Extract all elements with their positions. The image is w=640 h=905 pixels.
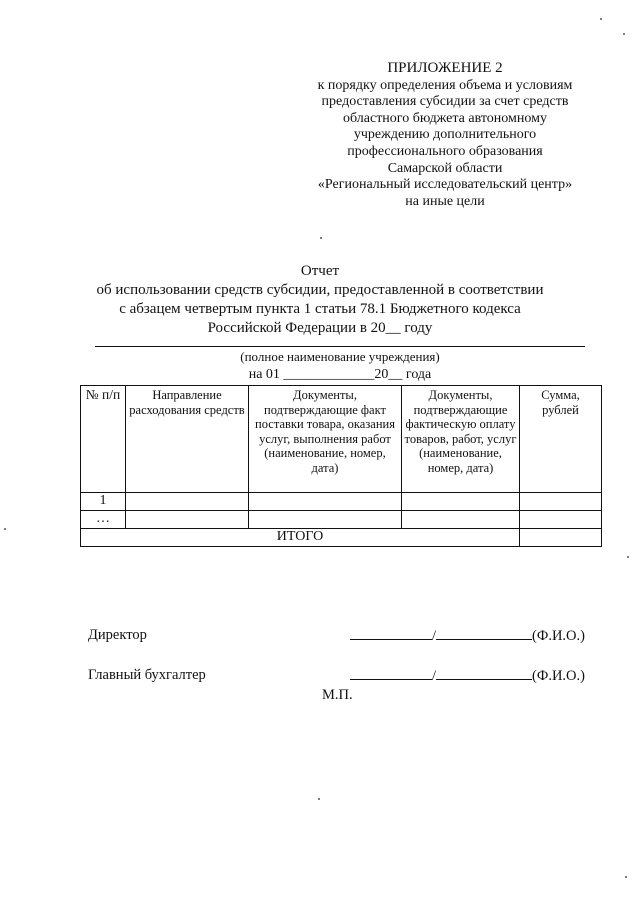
org-name-line (95, 346, 585, 347)
total-sum (520, 529, 602, 547)
director-signature-line (350, 627, 585, 645)
report-line: Российской Федерации в 20__ году (207, 320, 433, 336)
table-row (81, 511, 602, 529)
org-name-caption: (полное наименование учреждения) (240, 349, 440, 364)
scan-speck (627, 556, 629, 558)
table-header-row (81, 386, 602, 493)
appendix-line: учреждению дополнительного (353, 127, 537, 143)
chief-accountant-label: Главный бухгалтер (88, 667, 206, 683)
appendix-line: областного бюджета автономному (343, 110, 547, 126)
appendix-line: «Региональный исследовательский центр» (317, 177, 573, 193)
table-cell (520, 493, 602, 511)
scan-speck (318, 798, 320, 800)
appendix-line: профессионального образования (347, 143, 543, 159)
table-cell (402, 493, 520, 511)
fio-label: (Ф.И.О.) (532, 628, 585, 644)
fio-label: (Ф.И.О.) (532, 668, 585, 684)
appendix-line: на иные цели (405, 193, 485, 209)
header-delivery-docs: Документы, подтверждающие факт поставки товара, оказания услуг, выполнения работ (наименование, номер, дата) (249, 386, 402, 493)
table-cell (402, 511, 520, 529)
header-payment-docs: Документы, подтверждающие фактическую оплату товаров, работ, услуг (наименование, номер, дата) (402, 386, 520, 493)
table-cell (249, 493, 402, 511)
table-cell: 1 (81, 493, 126, 511)
header-number: № п/п (81, 386, 126, 493)
table-cell (520, 511, 602, 529)
scan-speck (4, 528, 6, 530)
report-period: на 01 _____________20__ года (248, 367, 432, 382)
report-heading (60, 262, 580, 338)
name-blank (436, 667, 532, 680)
stamp-place-label: М.П. (322, 687, 353, 703)
scan-speck (320, 237, 322, 239)
table-cell (126, 493, 249, 511)
signature-blank (350, 627, 432, 640)
report-line: с абзацем четвертым пункта 1 статьи 78.1 Бюджетного кодекса (119, 301, 521, 317)
signature-blank (350, 667, 432, 680)
report-title: Отчет (300, 263, 340, 279)
table-cell (126, 511, 249, 529)
header-sum: Сумма, рублей (520, 386, 602, 493)
scan-speck (600, 18, 602, 20)
scan-speck (625, 876, 627, 878)
signature-slash: / (432, 668, 437, 684)
director-label: Директор (88, 627, 147, 643)
scan-speck (623, 33, 625, 35)
table-cell: … (81, 511, 126, 529)
appendix-line: к порядку определения объема и условиям (317, 77, 573, 93)
appendix-title: ПРИЛОЖЕНИЕ 2 (387, 60, 503, 76)
accountant-signature-line (350, 667, 585, 685)
table-row (81, 493, 602, 511)
signature-slash: / (432, 628, 437, 644)
appendix-block (290, 60, 600, 210)
report-line: об использовании средств субсидии, предоставленной в соответствии (96, 282, 544, 298)
header-direction: Направление расходования средств (126, 386, 249, 493)
table-total-row (81, 529, 602, 547)
table-cell (249, 511, 402, 529)
total-label: ИТОГО (81, 529, 520, 547)
name-blank (436, 627, 532, 640)
appendix-line: Самарской области (387, 160, 503, 176)
appendix-line: предоставления субсидии за счет средств (321, 94, 569, 110)
report-table (80, 385, 602, 547)
